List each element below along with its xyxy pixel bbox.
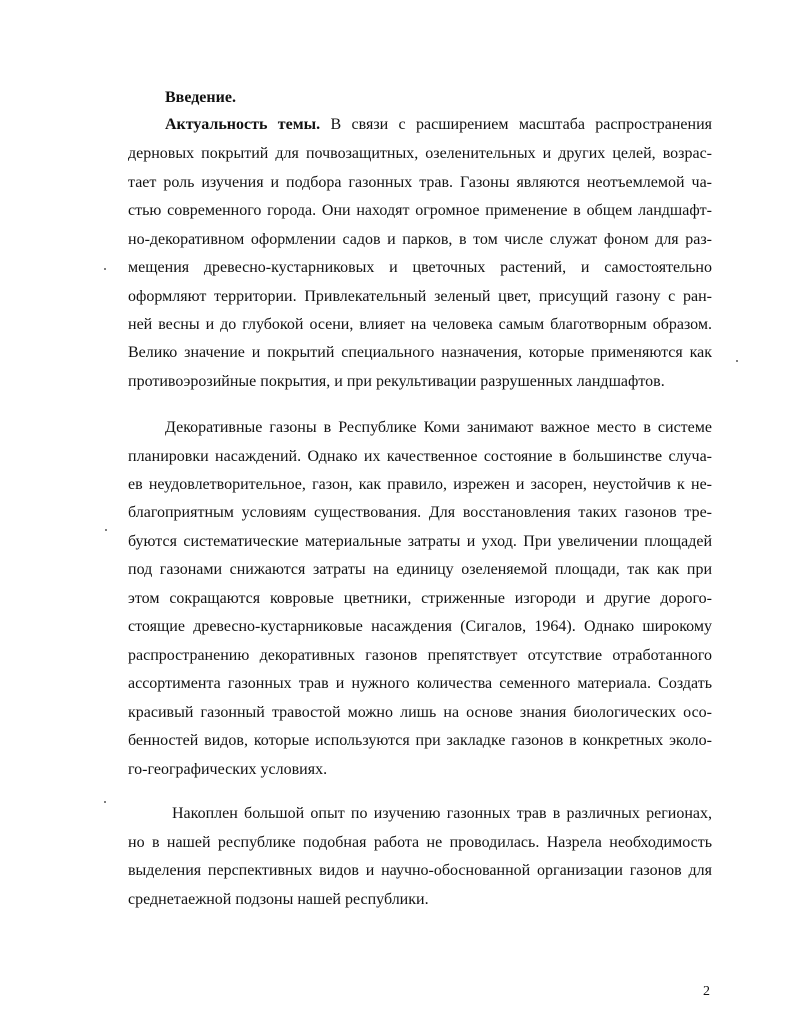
paragraph-2-line-5: буются систематические материальные затраты и уход. При увеличении площадей bbox=[128, 533, 712, 550]
paragraph-2-line-11: красивый газонный травостой можно лишь на основе знания биологических осо- bbox=[128, 704, 712, 721]
paragraph-1-line-5: но-декоративном оформлении садов и парков, в том числе служат фоном для раз- bbox=[128, 231, 712, 248]
section-heading: Введение. bbox=[165, 89, 236, 106]
paragraph-1-line-1 bbox=[165, 115, 712, 135]
paragraph-1-line-2: дерновых покрытий для почвозащитных, озеленительных и других целей, возрас- bbox=[128, 145, 712, 162]
scan-speck bbox=[105, 529, 107, 531]
paragraph-3-line-1: Накоплен большой опыт по изучению газонных трав в различных регионах, bbox=[172, 805, 712, 822]
scan-speck bbox=[104, 268, 106, 270]
scan-speck bbox=[104, 801, 106, 803]
paragraph-1-line-8: ней весны и до глубокой осени, влияет на человека самым благотворным образом. bbox=[128, 316, 712, 333]
paragraph-lead: Актуальность темы. bbox=[165, 116, 321, 133]
paragraph-2-line-6: под газонами снижаются затраты на единицу озеленяемой площади, так как при bbox=[128, 561, 712, 578]
paragraph-text: В связи с расширением масштаба распространения bbox=[320, 116, 713, 133]
paragraph-2-line-12: бенностей видов, которые используются при закладке газонов в конкретных эколо- bbox=[128, 732, 712, 749]
paragraph-1-line-6: мещения древесно-кустарниковых и цветочных растений, и самостоятельно bbox=[128, 259, 712, 276]
paragraph-2-line-4: благоприятным условиям существования. Для восстановления таких газонов тре- bbox=[128, 504, 712, 521]
paragraph-3-line-3: выделения перспективных видов и научно-обоснованной организации газонов для bbox=[128, 862, 712, 879]
paragraph-3-line-4: среднетаежной подзоны нашей республики. bbox=[128, 891, 429, 908]
paragraph-2-line-7: этом сокращаются ковровые цветники, стриженные изгороди и другие дорого- bbox=[128, 590, 712, 607]
page-number: 2 bbox=[703, 984, 710, 999]
paragraph-2-line-2: планировки насаждений. Однако их качественное состояние в большинстве случа- bbox=[128, 448, 712, 465]
paragraph-2-line-1: Декоративные газоны в Республике Коми занимают важное место в системе bbox=[165, 419, 712, 436]
paragraph-1-line-7: оформляют территории. Привлекательный зеленый цвет, присущий газону с ран- bbox=[128, 288, 712, 305]
paragraph-2-line-13: го-географических условиях. bbox=[128, 761, 328, 778]
paragraph-2-line-3: ев неудовлетворительное, газон, как правило, изрежен и засорен, неустойчив к не- bbox=[128, 476, 712, 493]
paragraph-1-line-4: стью современного города. Они находят огромное применение в общем ландшафт- bbox=[128, 202, 712, 219]
paragraph-2-line-9: распространению декоративных газонов препятствует отсутствие отработанного bbox=[128, 647, 712, 664]
paragraph-1-line-10: противоэрозийные покрытия, и при рекультивации разрушенных ландшафтов. bbox=[128, 373, 665, 390]
paragraph-2-line-10: ассортимента газонных трав и нужного количества семенного материала. Создать bbox=[128, 675, 712, 692]
paragraph-1-line-3: тает роль изучения и подбора газонных трав. Газоны являются неотъемлемой ча- bbox=[128, 174, 712, 191]
paragraph-2-line-8: стоящие древесно-кустарниковые насаждения (Сигалов, 1964). Однако широкому bbox=[128, 618, 712, 635]
paragraph-3-line-2: но в нашей республике подобная работа не проводилась. Назрела необходимость bbox=[128, 834, 712, 851]
scan-speck bbox=[736, 360, 738, 362]
paragraph-1-line-9: Велико значение и покрытий специального назначения, которые применяются как bbox=[128, 344, 712, 361]
